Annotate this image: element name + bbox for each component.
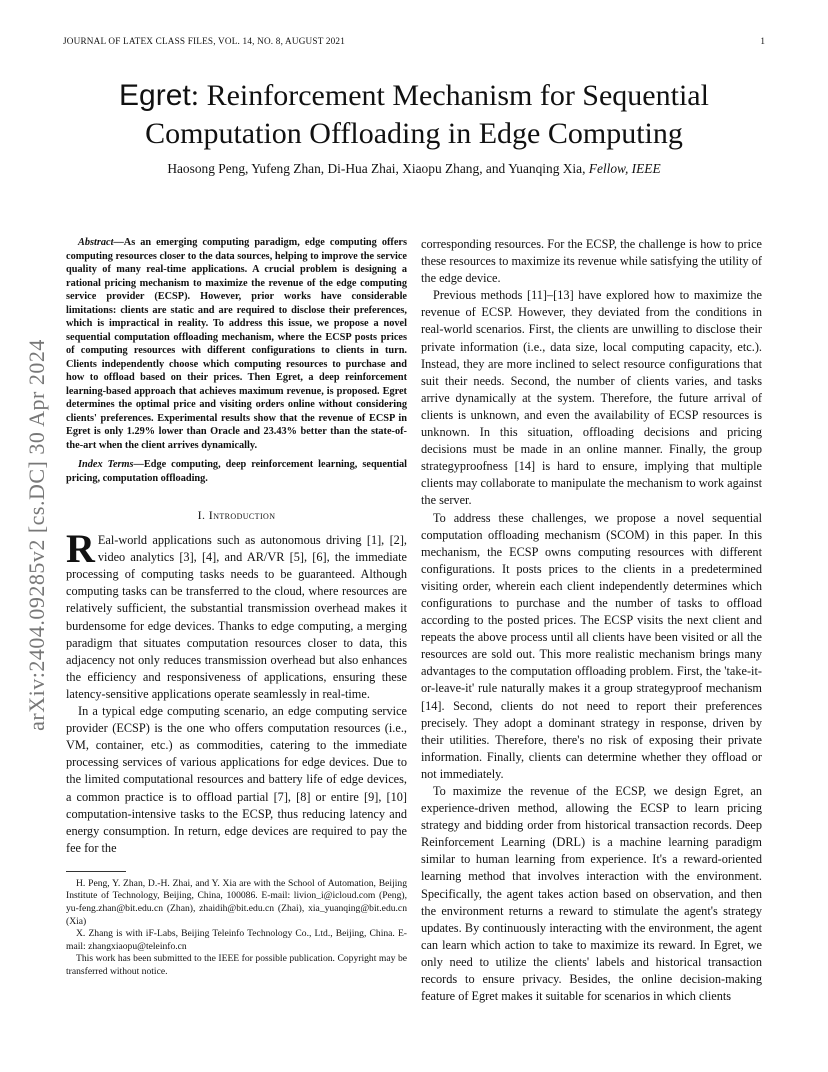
abstract-label: Abstract [78, 237, 114, 248]
index-terms-label: Index Terms [78, 459, 134, 470]
left-column [66, 236, 407, 979]
abstract-text: —As an emerging computing paradigm, edge computing offers computing resources closer to the data sources, helping to improve the service quality of many real-time applications. A crucial problem is designing a rational pricing mechanism to maximize the revenue of the edge computing service provider (ECSP). However, prior works have considerable limitations: clients are static and are required to disclose their preferences, which is impractical in reality. To address this issue, we propose a novel sequential computation offloading mechanism, where the ECSP posts prices of computing resources with different configurations to clients in turn. Clients independently choose which computing resources to purchase and how to offload based on their prices. Then Egret, a deep reinforcement learning-based approach that achieves maximum revenue, is proposed. Egret determines the optimal price and visiting orders online without considering clients' preferences. Experimental results show that the revenue of ECSP in Egret is only 1.29% lower than Oracle and 23.43% better than the state-of-the-art when the client arrives dynamically. [66, 237, 407, 451]
author-list [60, 161, 768, 177]
arxiv-id: arXiv:2404.09285v2 [cs.DC] 30 Apr 2024 [24, 339, 49, 731]
intro-paragraph-1 [66, 526, 407, 703]
intro-paragraph-1-text: Eal-world applications such as autonomous driving [1], [2], video analytics [3], [4], and AR/VR [5], [6], the immediate processing of computing tasks needs to be guaranteed. Although computing tasks can be transferred to the cloud, where resources are relatively sufficient, the substantial transmission overhead makes it burdensome for edge devices. Thanks to edge computing, a merging paradigm that situates computation resources closer to data, this adjacency not only reduces transmission overhead but also enhances the efficiency and responsiveness of applications, ensuring these latency-sensitive applications operate seamlessly in real-time. [66, 533, 407, 701]
intro-paragraph-2-cont: corresponding resources. For the ECSP, the challenge is how to price these resources to maximize its revenue while satisfying the utility of the edge device. [421, 237, 762, 286]
intro-paragraph-2: In a typical edge computing scenario, an edge computing service provider (ECSP) is the one who offers computation resources (i.e., VM, container, etc.) as commodities, catering to the immediate processing services of various applications for edge devices. Due to the limited computational resources and battery life of edge devices, a common practice is to offload partial [7], [8] or entire [9], [10] computation-intensive tasks to the ECSP, thus reducing latency and energy consumption. In return, edge devices are required to pay the fee for the [66, 704, 407, 855]
author-names: Haosong Peng, Yufeng Zhan, Di-Hua Zhai, Xiaopu Zhang, and Yuanqing Xia, [167, 161, 589, 176]
drop-cap: R [66, 526, 95, 572]
running-head: JOURNAL OF LATEX CLASS FILES, VOL. 14, NO. 8, AUGUST 2021 [63, 36, 346, 46]
footnote-affiliation-1: H. Peng, Y. Zhan, D.-H. Zhai, and Y. Xia are with the School of Automation, Beijing Institute of Technology, Beijing, China, 100086. E-mail: livion_i@icloud.com (Peng), yu-feng.zhan@bit.edu.cn (Zhan), zhaidih@bit.edu.cn (Zhai), xia_yuanqing@bit.edu.cn (Xia) [66, 877, 407, 927]
author-fellow: Fellow, IEEE [588, 161, 661, 176]
right-column [421, 236, 762, 1005]
footnote-affiliation-2: X. Zhang is with iF-Labs, Beijing Teleinfo Technology Co., Ltd., Beijing, China. E-mail: zhangxiaopu@teleinfo.cn [66, 928, 407, 952]
title-lead: Egret [119, 79, 191, 112]
page-number: 1 [760, 36, 765, 46]
title-rest: : Reinforcement Mechanism for Sequential Computation Offloading in Edge Computing [145, 79, 709, 150]
section-heading: I. Introduction [197, 508, 276, 522]
intro-paragraph-4: To address these challenges, we propose a novel sequential computation offloading mechanism (SCOM) in this paper. In this mechanism, the ECSP owns computing resources with different configurations. It posts prices to the clients in a predetermined visiting order, wherein each client independently determines which configurations to purchase and the number of tasks to offload according to the posted prices. The ECSP visits the next client and repeats the above process until all clients have been visited or all the resources are sold out. This more realistic mechanism brings many advantages to the computation offloading problem. First, the 'take-it-or-leave-it' rule naturally makes it a group strategyproof mechanism [14]. Second, clients do not need to report their preferences precisely. They adopt a dominant strategy in response, driven by their utilities. Therefore, there's no risk of exposing their private information. Finally, clients can determine whether they offload or not immediately. [421, 510, 762, 781]
footnote-rule [66, 871, 126, 872]
arxiv-sidebar [22, 285, 52, 785]
abstract [66, 236, 407, 452]
footnote-copyright: This work has been submitted to the IEEE for possible publication. Copyright may be transferred without notice. [66, 953, 407, 978]
intro-paragraph-5: To maximize the revenue of the ECSP, we design Egret, an experience-driven method, allowing the ECSP to learn pricing strategy and bidding order from historical transaction records. Deep Reinforcement Learning (DRL) is a machine learning paradigm similar to human learning from experience. It's a reward-oriented learning method that involves interaction with the environment. Specifically, the agent takes action based on observation, and then the environment returns a reward to stimulate the agent's strategy updates. By continuously interacting with the environment, the agent can learn which action to take to maximize its reward. In Egret, we only need to utilize the clients' labels and historical transaction records to ensure privacy. Besides, the online decision-making feature of Egret makes it suitable for scenarios in which clients [421, 784, 762, 1004]
intro-paragraph-3: Previous methods [11]–[13] have explored how to maximize the revenue of ECSP. However, they deviated from the conditions in real-world scenarios. First, the clients are unwilling to disclose their private information (i.e., data size, local computing capacity, etc.). Instead, they are more inclined to select resource configurations that suit their needs. Second, the number of clients varies, and tasks arrive dynamically at the system. Therefore, the future arrival of clients is unknown, and even the availability of ECSP resources is unknown. In this situation, offloading decisions and pricing decisions must be made in an online manner. Finally, the group strategyproofness [14] is hard to ensure, implying that multiple clients may collaborate to manipulate the mechanism to work against the server. [421, 288, 762, 508]
index-terms [66, 458, 407, 485]
paper-title [60, 77, 768, 153]
index-terms-text: —Edge computing, deep reinforcement learning, sequential pricing, computation offloading. [66, 459, 407, 484]
